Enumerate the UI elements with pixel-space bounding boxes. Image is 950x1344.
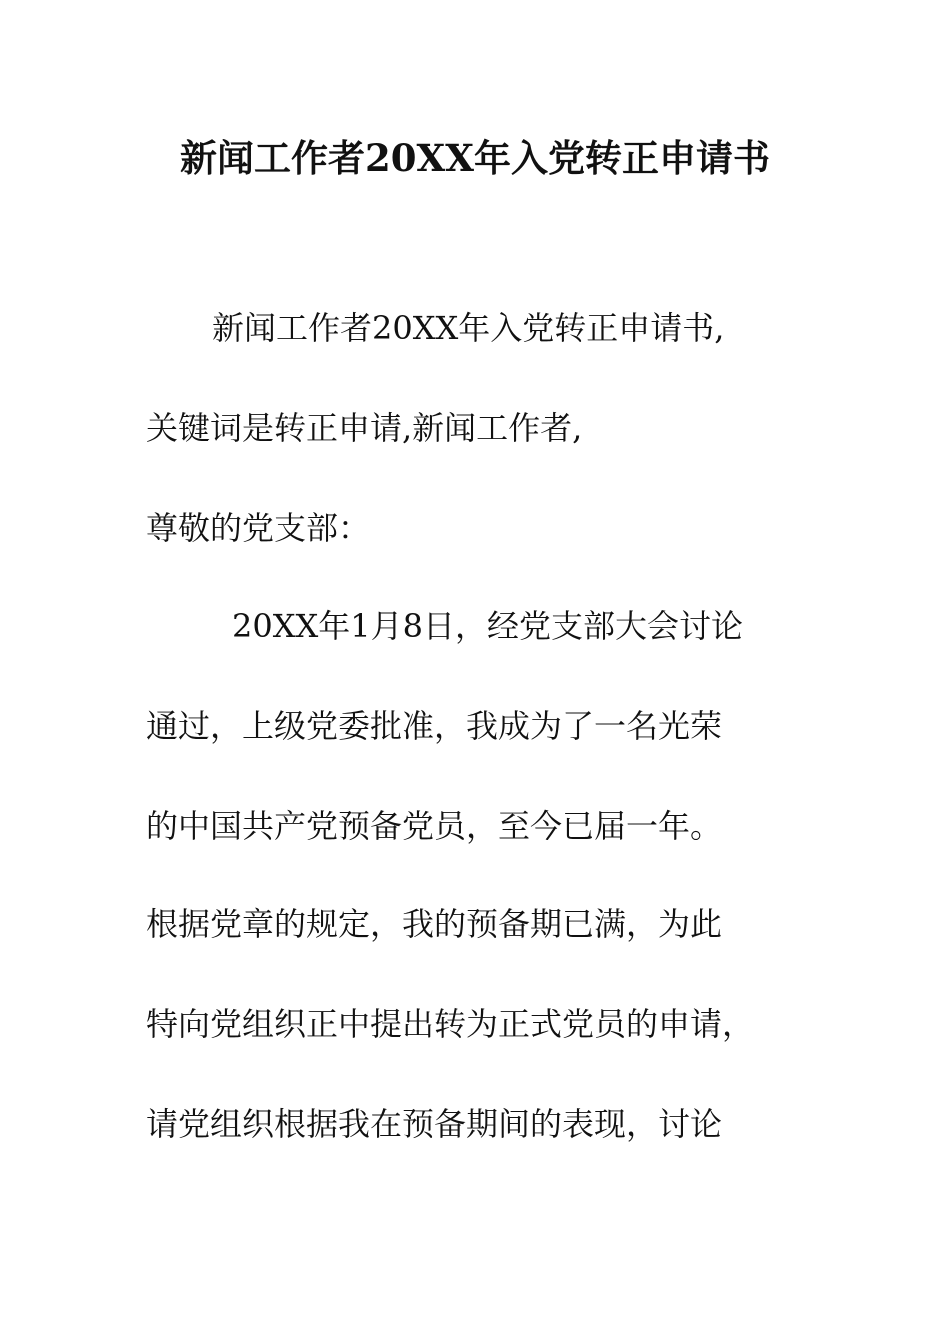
body-line: 通过，上级党委批准，我成为了一名光荣 bbox=[146, 707, 723, 745]
body-line: 的中国共产党预备党员，至今已届一年。 bbox=[146, 807, 723, 845]
salutation-line: 尊敬的党支部： bbox=[146, 509, 371, 547]
body-line: 20XX年1月8日，经党支部大会讨论 bbox=[232, 607, 744, 645]
body-line: 根据党章的规定，我的预备期已满，为此 bbox=[146, 905, 723, 943]
body-line: 特向党组织正中提出转为正式党员的申请， bbox=[146, 1005, 755, 1043]
keywords-line: 关键词是转正申请,新闻工作者, bbox=[146, 409, 583, 447]
intro-line: 新闻工作者20XX年入党转正申请书, bbox=[212, 309, 725, 347]
document-title: 新闻工作者20XX年入党转正申请书 bbox=[180, 136, 770, 180]
body-line: 请党组织根据我在预备期间的表现，讨论 bbox=[146, 1105, 723, 1143]
